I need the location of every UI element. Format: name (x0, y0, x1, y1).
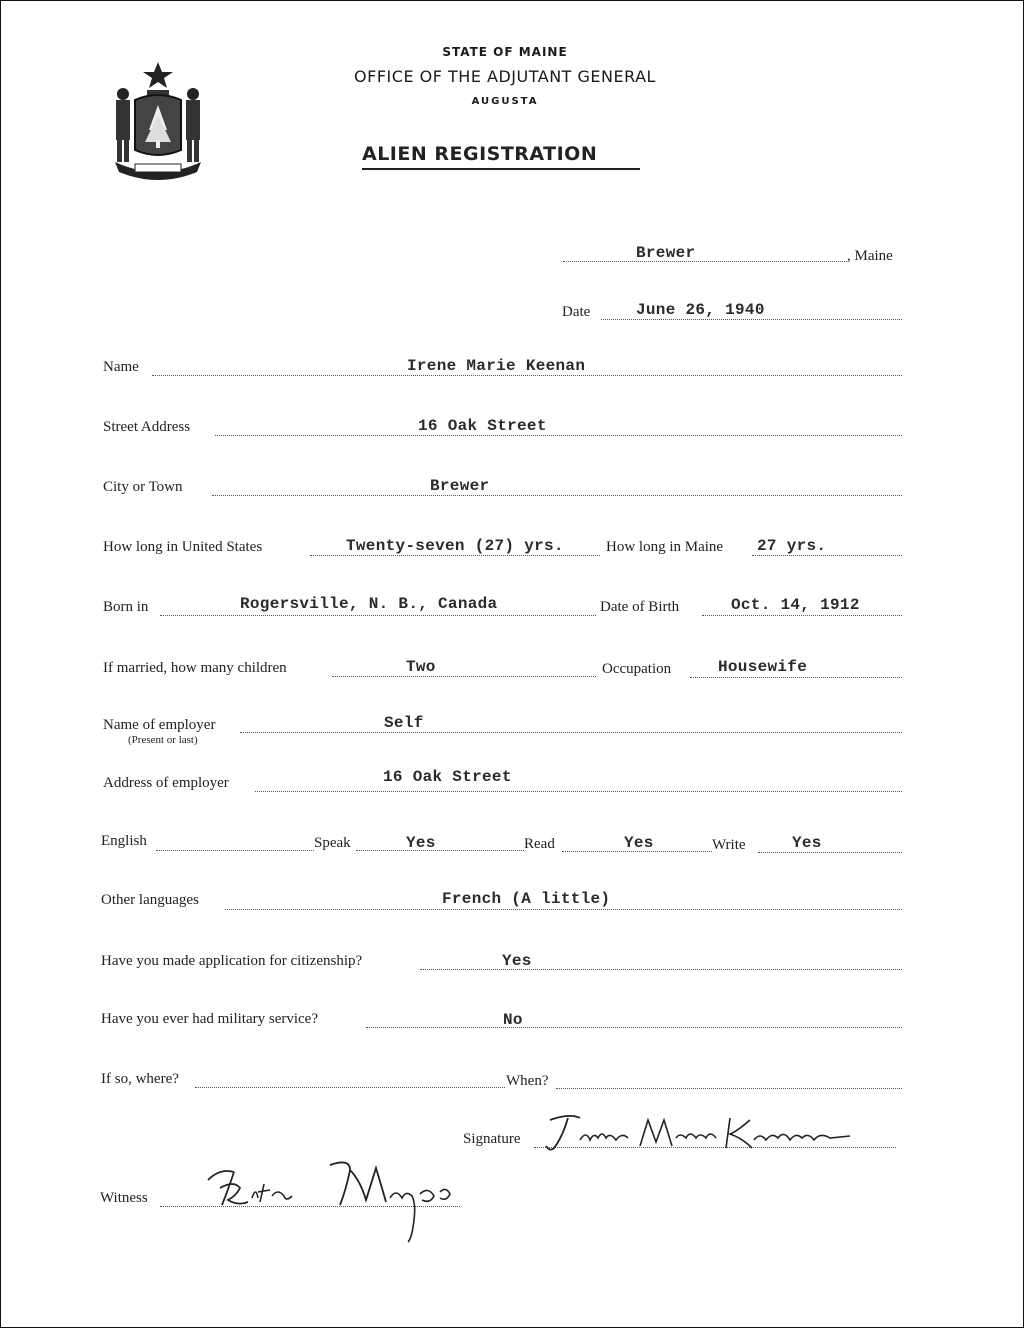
dob-value[interactable]: Oct. 14, 1912 (731, 596, 860, 614)
occupation-label: Occupation (602, 661, 672, 677)
city-heading: AUGUSTA (471, 96, 539, 107)
employer-value[interactable]: Self (384, 714, 424, 732)
dob-line (702, 615, 902, 616)
employer-address-line (255, 791, 902, 792)
speak-value[interactable]: Yes (406, 834, 436, 852)
read-value[interactable]: Yes (624, 834, 654, 852)
place-value[interactable]: Brewer (636, 244, 696, 262)
date-label: Date (562, 304, 591, 320)
employer-address-label: Address of employer (103, 775, 229, 791)
title-underline (362, 168, 640, 170)
where-label: If so, where? (101, 1071, 179, 1087)
form-title: ALIEN REGISTRATION (362, 143, 598, 165)
other-languages-value[interactable]: French (A little) (442, 890, 611, 908)
occupation-line (690, 677, 902, 678)
employer-sublabel: (Present or last) (128, 734, 198, 746)
employer-line (240, 732, 902, 733)
other-languages-label: Other languages (101, 892, 199, 908)
maine-residence-value[interactable]: 27 yrs. (757, 537, 827, 555)
children-line (332, 676, 596, 677)
military-line (366, 1027, 902, 1028)
military-label: Have you ever had military service? (101, 1011, 318, 1027)
city-label: City or Town (103, 479, 183, 495)
employer-address-value[interactable]: 16 Oak Street (383, 768, 512, 786)
street-line (215, 435, 902, 436)
signature-label: Signature (463, 1131, 521, 1147)
witness-signature (200, 1150, 470, 1245)
when-label: When? (506, 1073, 549, 1089)
occupation-value[interactable]: Housewife (718, 658, 808, 676)
other-languages-line (225, 909, 902, 910)
children-value[interactable]: Two (406, 658, 436, 676)
citizenship-value[interactable]: Yes (502, 952, 532, 970)
write-line (758, 852, 902, 853)
citizenship-line (420, 969, 902, 970)
speak-label: Speak (314, 835, 351, 851)
street-label: Street Address (103, 419, 191, 435)
write-label: Write (712, 837, 746, 853)
name-value[interactable]: Irene Marie Keenan (407, 357, 586, 375)
write-value[interactable]: Yes (792, 834, 822, 852)
citizenship-label: Have you made application for citizenship? (101, 953, 363, 969)
when-line (556, 1088, 902, 1089)
speak-line (356, 850, 524, 851)
read-label: Read (524, 836, 555, 852)
name-label: Name (103, 359, 139, 375)
city-line (212, 495, 902, 496)
name-line (152, 375, 902, 376)
english-label: English (101, 833, 147, 849)
place-suffix: , Maine (847, 248, 893, 264)
office-heading: OFFICE OF THE ADJUTANT GENERAL (354, 67, 656, 86)
where-line (195, 1087, 505, 1088)
born-value[interactable]: Rogersville, N. B., Canada (240, 595, 498, 613)
employer-label: Name of employer (103, 717, 216, 733)
us-residence-label: How long in United States (103, 539, 263, 555)
place-line (563, 261, 847, 262)
english-line (156, 850, 314, 851)
born-label: Born in (103, 599, 149, 615)
applicant-signature (540, 1108, 860, 1158)
us-residence-value[interactable]: Twenty-seven (27) yrs. (346, 537, 564, 555)
children-label: If married, how many children (103, 660, 287, 676)
military-value[interactable]: No (503, 1011, 523, 1029)
state-seal-icon (105, 60, 211, 180)
street-value[interactable]: 16 Oak Street (418, 417, 547, 435)
state-heading: STATE OF MAINE (442, 45, 568, 59)
date-value[interactable]: June 26, 1940 (636, 301, 765, 319)
maine-residence-label: How long in Maine (606, 539, 724, 555)
witness-label: Witness (100, 1190, 148, 1206)
date-line (601, 319, 902, 320)
born-line (160, 615, 596, 616)
maine-residence-line (752, 555, 902, 556)
us-residence-line (310, 555, 600, 556)
dob-label: Date of Birth (600, 599, 680, 615)
city-value[interactable]: Brewer (430, 477, 490, 495)
